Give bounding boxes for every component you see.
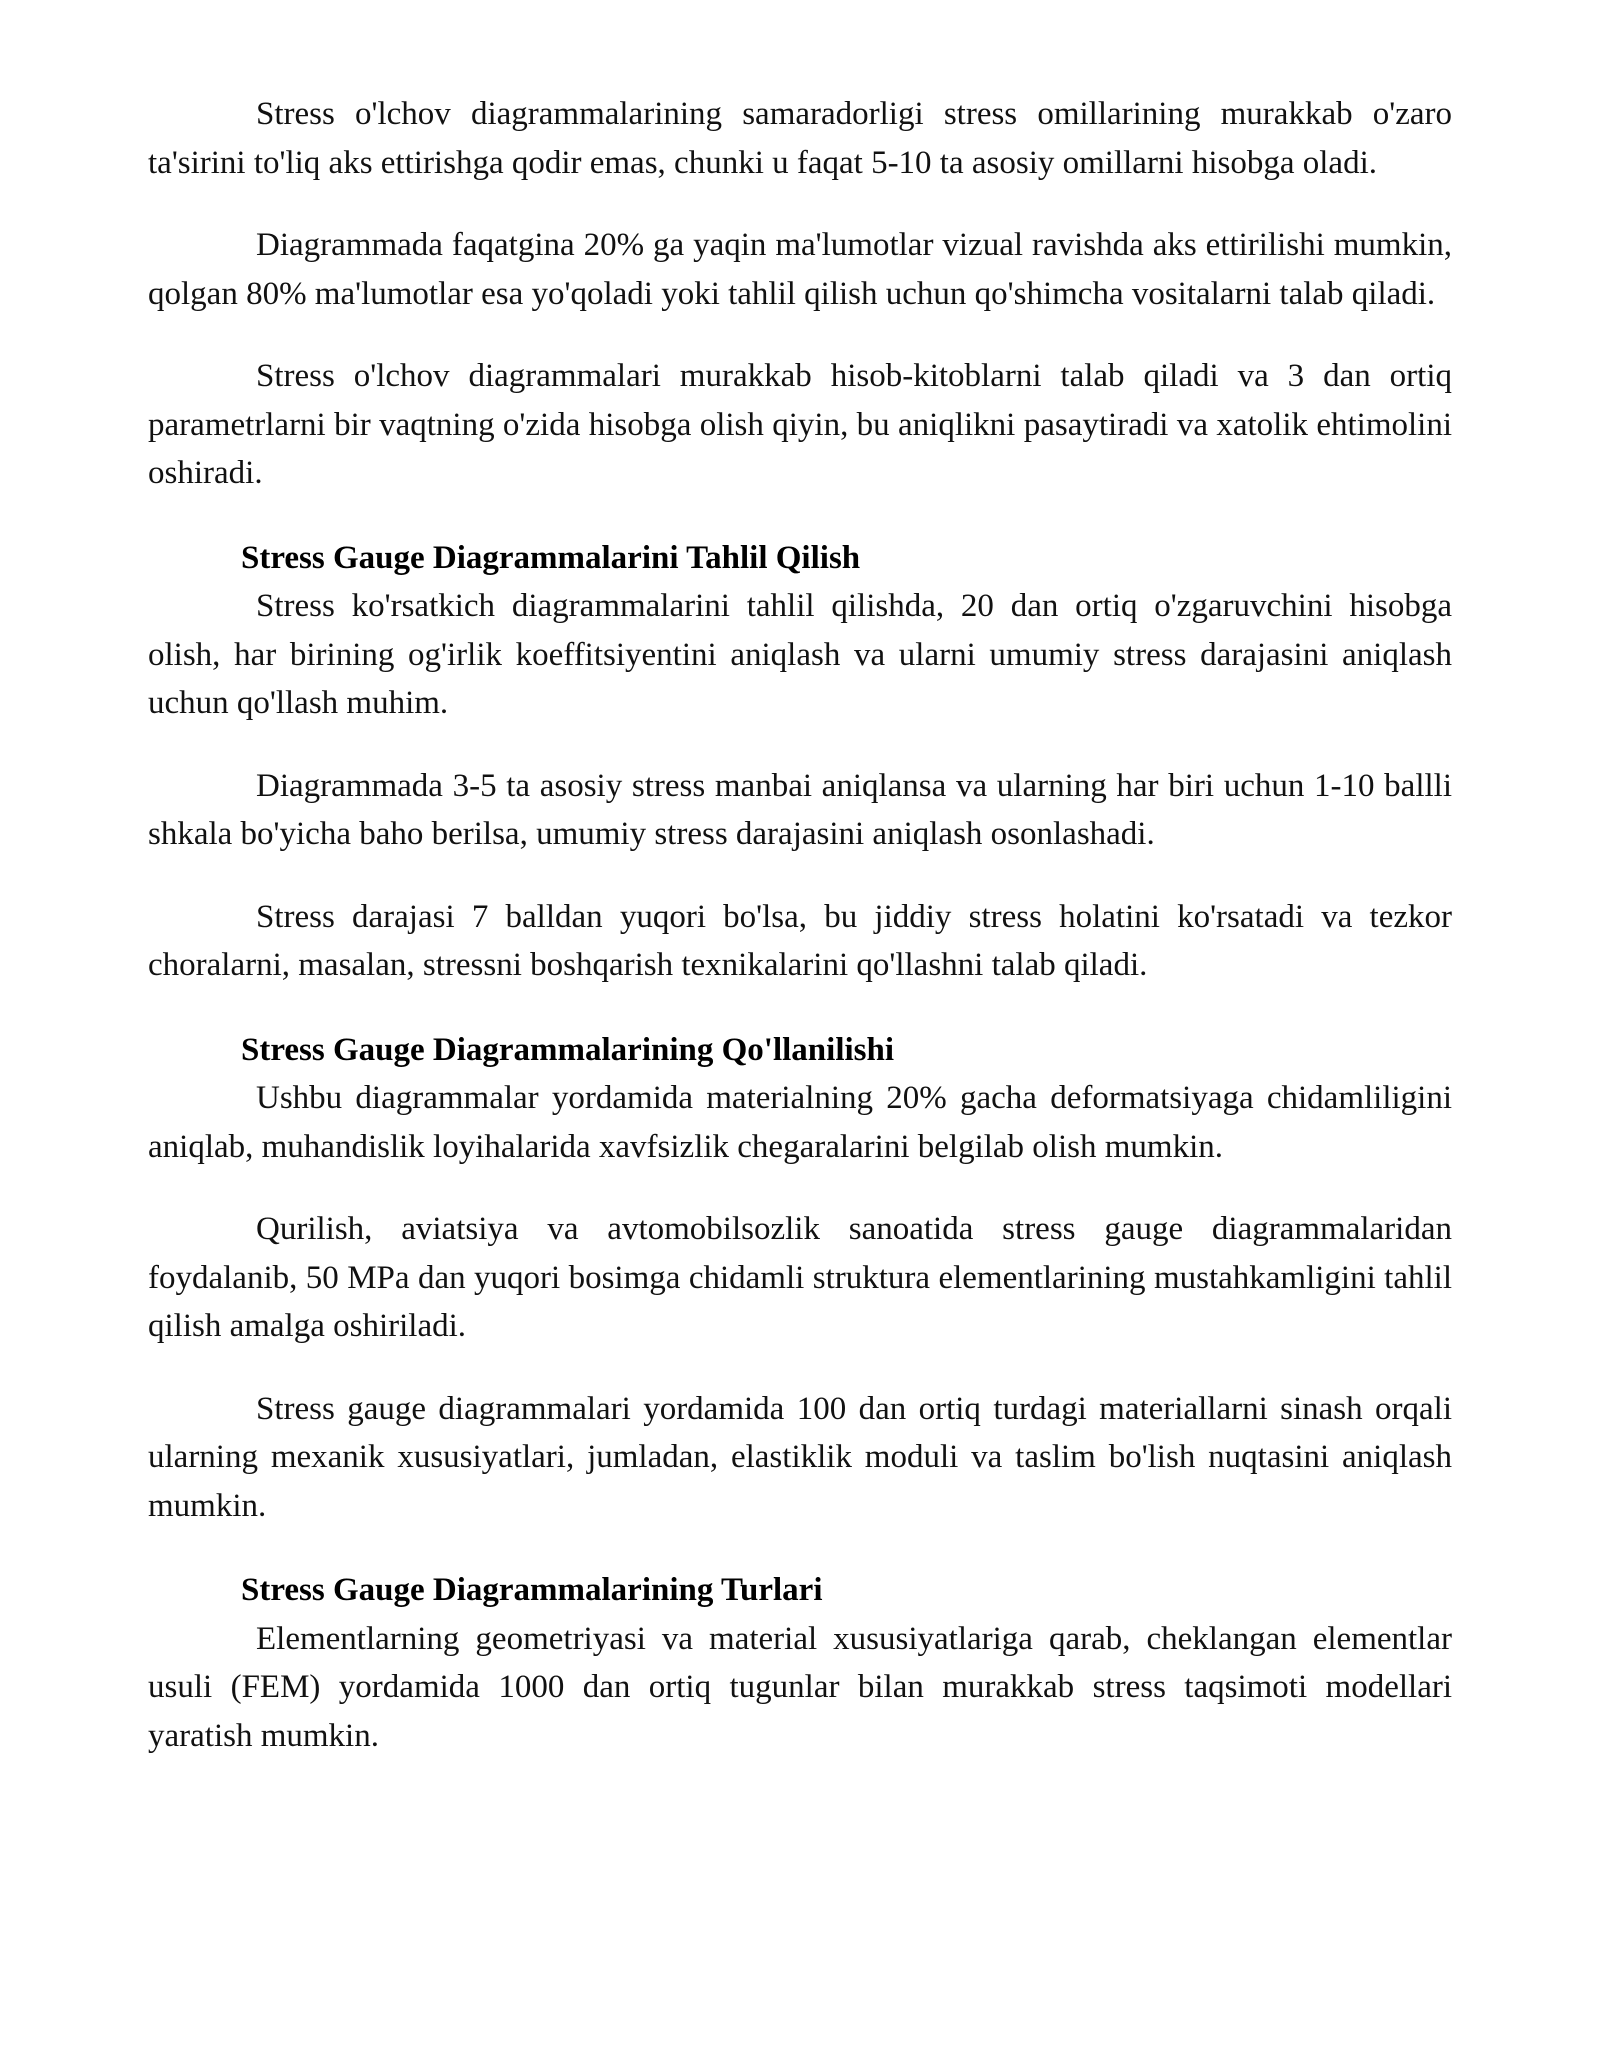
body-paragraph: Diagrammada faqatgina 20% ga yaqin ma'lumotlar vizual ravishda aks ettirilishi mumkin, qolgan 80% ma'lumotlar esa yo'qoladi yoki tahlil qilish uchun qo'shimcha vositalarni talab qiladi. [148,227,1452,312]
document-body [148,90,1452,1760]
body-paragraph: Diagrammada 3-5 ta asosiy stress manbai aniqlansa va ularning har biri uchun 1-10 ballli shkala bo'yicha baho berilsa, umumiy stress darajasini aniqlash osonlashadi. [148,767,1452,852]
body-paragraph: Stress o'lchov diagrammalari murakkab hisob-kitoblarni talab qiladi va 3 dan ortiq parametrlarni bir vaqtning o'zida hisobga olish qiyin, bu aniqlikni pasaytiradi va xatolik ehtimolini oshiradi. [148,358,1452,491]
body-paragraph: Stress darajasi 7 balldan yuqori bo'lsa, bu jiddiy stress holatini ko'rsatadi va tezkor choralarni, masalan, stressni boshqarish texnikalarini qo'llashni talab qiladi. [148,898,1452,983]
body-paragraph: Ushbu diagrammalar yordamida materialning 20% gacha deformatsiyaga chidamliligini aniqlab, muhandislik loyihalarida xavfsizlik chegaralarini belgilab olish mumkin. [148,1080,1452,1165]
body-paragraph: Elementlarning geometriyasi va material xususiyatlariga qarab, cheklangan elementlar usuli (FEM) yordamida 1000 dan ortiq tugunlar bilan murakkab stress taqsimoti modellari yaratish mumkin. [148,1620,1452,1754]
body-paragraph: Stress gauge diagrammalari yordamida 100 dan ortiq turdagi materiallarni sinash orqali ularning mexanik xususiyatlari, jumladan, elastiklik moduli va taslim bo'lish nuqtasini aniqlash mumkin. [148,1390,1452,1524]
body-paragraph: Stress o'lchov diagrammalarining samaradorligi stress omillarining murakkab o'zaro ta'sirini to'liq aks ettirishga qodir emas, chunki u faqat 5-10 ta asosiy omillarni hisobga oladi. [148,96,1452,181]
body-paragraph: Stress ko'rsatkich diagrammalarini tahlil qilishda, 20 dan ortiq o'zgaruvchini hisobga olish, har birining og'irlik koeffitsiyentini aniqlash va ularni umumiy stress darajasini aniqlash uchun qo'llash muhim. [148,588,1452,721]
body-paragraph: Qurilish, aviatsiya va avtomobilsozlik sanoatida stress gauge diagrammalaridan foydalanib, 50 MPa dan yuqori bosimga chidamli struktura elementlarining mustahkamligini tahlil qilish amalga oshiriladi. [148,1211,1452,1344]
section-heading: Stress Gauge Diagrammalarining Turlari [241,1572,823,1608]
section-heading: Stress Gauge Diagrammalarini Tahlil Qilish [241,539,861,576]
section-heading: Stress Gauge Diagrammalarining Qo'llanilishi [241,1031,895,1068]
